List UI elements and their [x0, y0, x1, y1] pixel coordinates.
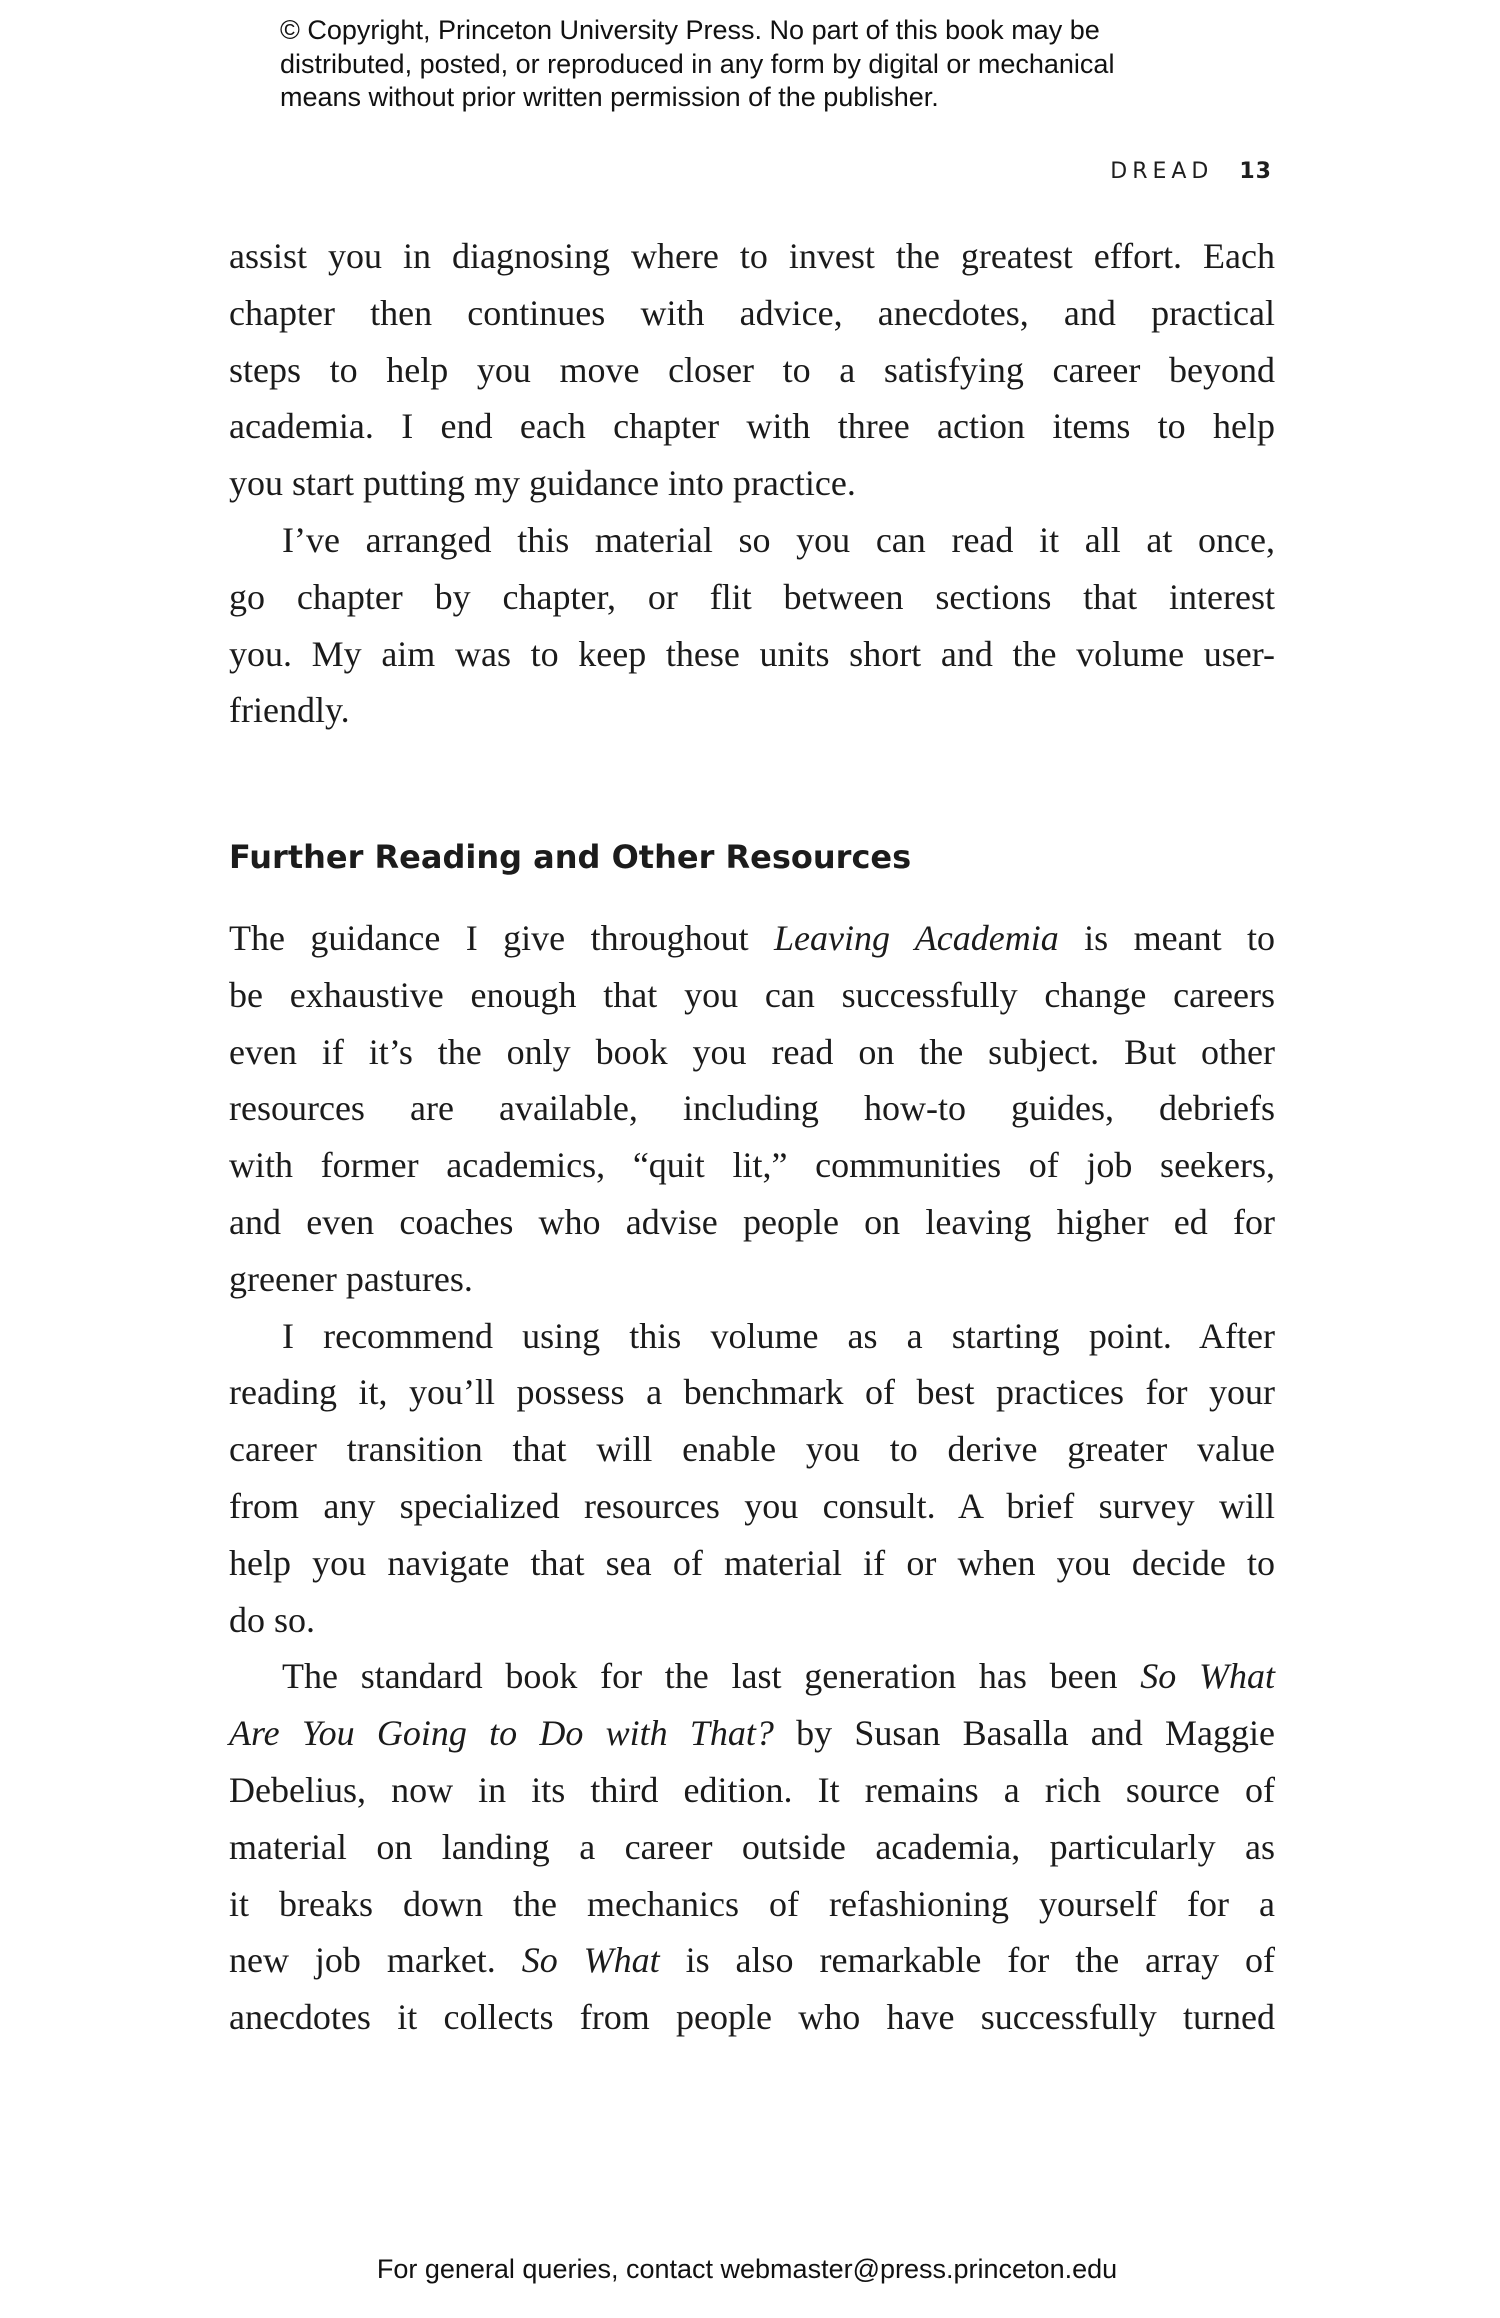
- italic-title: So What: [1140, 1656, 1275, 1697]
- body-text-section-2: [229, 910, 1275, 2046]
- body-text-section-1: [229, 228, 1275, 739]
- page-number: 13: [1239, 159, 1272, 184]
- text-line: [229, 398, 1275, 455]
- text-run: assist you in diagnosing where to invest the greatest effort. Each: [229, 236, 1275, 276]
- footer-contact-text: For general queries, contact webmaster@press.princeton.edu: [376, 2254, 1118, 2284]
- text-line: [229, 1762, 1275, 1819]
- footer: [0, 2252, 1500, 2286]
- text-line: [229, 228, 1275, 285]
- text-line: [229, 1705, 1275, 1762]
- paragraph: [229, 1648, 1275, 2046]
- text-line: [229, 569, 1275, 626]
- text-line: [229, 1421, 1275, 1478]
- text-run: The standard book for the last generation has been: [282, 1656, 1141, 1697]
- text-line: [229, 1137, 1275, 1194]
- text-line: [229, 1989, 1275, 2046]
- text-line: [229, 512, 1275, 569]
- text-run: anecdotes it collects from people who have successfully turned: [229, 1997, 1275, 2038]
- text-run: be exhaustive enough that you can successfully change careers: [229, 974, 1275, 1015]
- paragraph: [229, 910, 1275, 1308]
- text-run: help you navigate that sea of material if or when you decide to: [229, 1542, 1275, 1583]
- text-run: you. My aim was to keep these units short and the volume user-: [229, 633, 1275, 674]
- text-run: steps to help you move closer to a satisfying career beyond: [229, 349, 1275, 390]
- text-line: [229, 455, 1275, 512]
- copyright-notice: [280, 14, 1240, 115]
- text-run: friendly.: [229, 690, 350, 731]
- paragraph: [229, 1308, 1275, 1649]
- text-run: reading it, you’ll possess a benchmark of best practices for your: [229, 1372, 1275, 1413]
- text-line: [229, 1592, 1275, 1649]
- copyright-line: distributed, posted, or reproduced in any form by digital or mechanical: [280, 48, 1115, 79]
- text-line: [229, 1024, 1275, 1081]
- text-run: material on landing a career outside academia, particularly as: [229, 1826, 1275, 1867]
- text-run: with former academics, “quit lit,” communities of job seekers,: [229, 1145, 1275, 1186]
- text-line: [229, 1080, 1275, 1137]
- text-run: do so.: [229, 1599, 316, 1640]
- text-run: from any specialized resources you consult. A brief survey will: [229, 1485, 1275, 1526]
- paragraph: [229, 228, 1275, 512]
- text-run: even if it’s the only book you read on the subject. But other: [229, 1031, 1275, 1072]
- text-line: [229, 1819, 1275, 1876]
- section-heading: Further Reading and Other Resources: [229, 838, 912, 876]
- text-line: [229, 1194, 1275, 1251]
- text-run: academia. I end each chapter with three action items to help: [229, 406, 1275, 447]
- italic-title: Are You Going to Do with That?: [229, 1713, 774, 1754]
- text-line: [229, 682, 1275, 739]
- text-line: [229, 342, 1275, 399]
- text-line: [229, 1535, 1275, 1592]
- text-run: go chapter by chapter, or flit between sections that interest: [229, 576, 1275, 617]
- text-run: you start putting my guidance into practice.: [229, 463, 856, 504]
- text-line: [229, 1308, 1275, 1365]
- text-line: [229, 626, 1275, 683]
- text-line: [229, 1648, 1275, 1705]
- text-run: it breaks down the mechanics of refashioning yourself for a: [229, 1883, 1275, 1924]
- text-line: [229, 1364, 1275, 1421]
- text-line: [229, 1876, 1275, 1933]
- text-run: is also remarkable for the array of: [659, 1940, 1275, 1981]
- copyright-line: © Copyright, Princeton University Press. No part of this book may be: [280, 15, 1100, 45]
- running-head: [1000, 158, 1272, 186]
- text-line: [229, 1478, 1275, 1535]
- italic-title: Leaving Academia: [774, 918, 1059, 958]
- paragraph: [229, 512, 1275, 739]
- copyright-line: means without prior written permission of the publisher.: [280, 82, 939, 112]
- text-run: I’ve arranged this material so you can read it all at once,: [282, 519, 1275, 560]
- text-line: [229, 285, 1275, 342]
- text-run: Debelius, now in its third edition. It remains a rich source of: [229, 1769, 1275, 1810]
- chapter-title: DREAD: [1110, 159, 1214, 184]
- text-line: [229, 1251, 1275, 1308]
- text-run: The guidance I give throughout: [229, 918, 775, 958]
- text-run: I recommend using this volume as a starting point. After: [282, 1315, 1275, 1356]
- text-line: [229, 967, 1275, 1024]
- text-run: chapter then continues with advice, anecdotes, and practical: [229, 292, 1275, 333]
- text-line: [229, 1932, 1275, 1989]
- text-run: new job market.: [229, 1940, 522, 1981]
- text-run: is meant to: [1058, 918, 1275, 958]
- text-run: greener pastures.: [229, 1258, 473, 1299]
- text-run: career transition that will enable you to derive greater value: [229, 1429, 1275, 1470]
- text-run: and even coaches who advise people on leaving higher ed for: [229, 1201, 1275, 1242]
- text-run: resources are available, including how-to guides, debriefs: [229, 1088, 1275, 1129]
- italic-title: So What: [521, 1940, 660, 1981]
- text-line: [229, 910, 1275, 967]
- text-run: by Susan Basalla and Maggie: [773, 1713, 1275, 1754]
